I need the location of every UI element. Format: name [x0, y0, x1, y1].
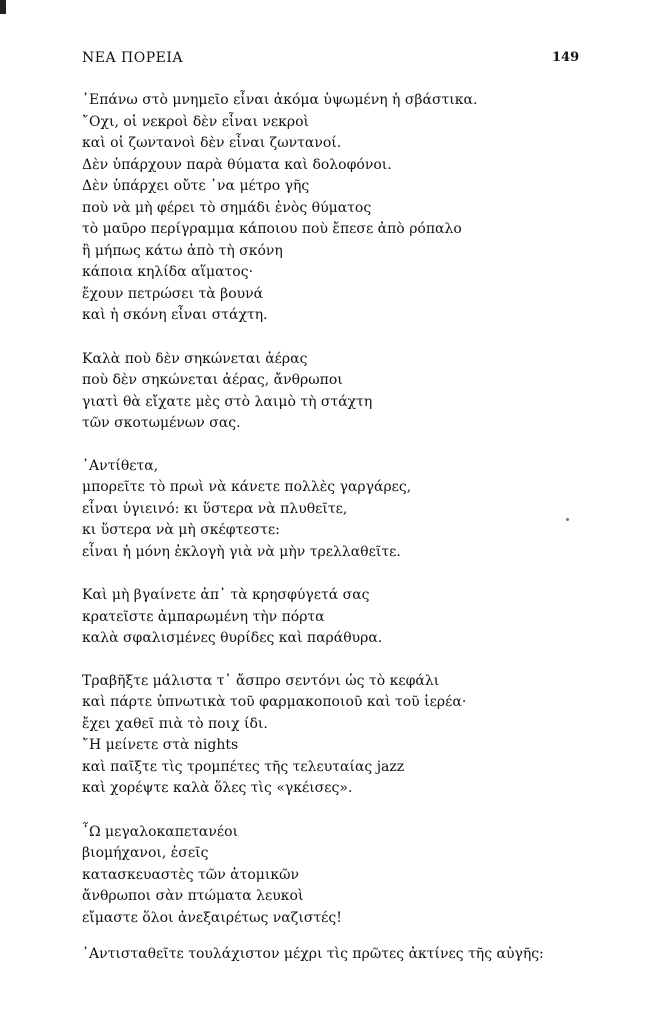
poem-line: κι ὕστερα νὰ μὴ σκέφτεστε: — [82, 522, 280, 538]
poem-line: Δὲν ὑπάρχουν παρὰ θύματα καὶ δολοφόνοι. — [82, 156, 392, 173]
poem-line: ᾿Αντισταθεῖτε τουλάχιστον μέχρι τὶς πρῶτες ἀκτίνες τῆς αὐγῆς: — [82, 946, 544, 962]
poem-line: ποὺ νὰ μὴ φέρει τὸ σημάδι ἑνὸς θύματος — [82, 199, 372, 216]
poem-line: τὸ μαῦρο περίγραμμα κάποιου ποὺ ἔπεσε ἀπὸ ρόπαλο — [82, 221, 462, 237]
poem-line: ᾿Αντίθετα, — [82, 457, 159, 474]
poem-line: Τραβῆξτε μάλιστα τ᾿ ἄσπρο σεντόνι ὡς τὸ κεφάλι — [82, 672, 440, 689]
poem-line: Καὶ μὴ βγαίνετε ἀπ᾿ τὰ κρησφύγετά σας — [82, 587, 370, 603]
poem-line: κάποια κηλίδα αἵματος· — [82, 264, 254, 280]
poem-line: ἄνθρωποι σὰν πτώματα λευκοὶ — [82, 888, 304, 904]
stanza-4 — [82, 585, 602, 650]
poem-line: τῶν σκοτωμένων σας. — [82, 415, 241, 431]
poem-line: Δὲν ὑπάρχει οὔτε ᾿να μέτρο γῆς — [82, 178, 310, 194]
poem-line: ῎Η μείνετε στὰ nights — [82, 737, 239, 753]
poem-line: ῎Οχι, οἱ νεκροὶ δὲν εἶναι νεκροὶ — [82, 113, 310, 130]
poem-line: ἔχει χαθεῖ πιὰ τὸ ποιχ ίδι. — [82, 715, 268, 732]
poem-body — [82, 90, 602, 988]
poem-line: εἶναι ὑγιεινό: κι ὕστερα νὰ πλυθεῖτε, — [82, 500, 348, 517]
poem-line: καὶ οἱ ζωντανοὶ δὲν εἶναι ζωντανοί. — [82, 135, 342, 151]
poem-line: Καλὰ ποὺ δὲν σηκώνεται ἀέρας — [82, 350, 308, 367]
page-number: 149 — [552, 50, 580, 65]
poem-line: εἶναι ἡ μόνη ἐκλογὴ γιὰ νὰ μὴν τρελλαθεῖτε. — [82, 543, 401, 560]
scan-speck — [566, 518, 569, 521]
poem-line: ποὺ δὲν σηκώνεται ἀέρας, ἄνθρωποι — [82, 372, 343, 388]
poem-line: γιατὶ θὰ εἴχατε μὲς στὸ λαιμὸ τὴ στάχτη — [82, 393, 373, 410]
poem-line: καὶ παῖξτε τὶς τρομπέτες τῆς τελευταίας jazz — [82, 758, 405, 775]
poem-line: ἔχουν πετρώσει τὰ βουνά — [82, 285, 264, 302]
poem-line: κατασκευαστὲς τῶν ἀτομικῶν — [82, 866, 300, 883]
poem-line: καὶ πάρτε ὑπνωτικὰ τοῦ φαρμακοποιοῦ καὶ τοῦ ἱερέα· — [82, 694, 467, 710]
poem-line: καὶ ἡ σκόνη εἶναι στάχτη. — [82, 307, 268, 323]
poem-line: καλὰ σφαλισμένες θυρίδες καὶ παράθυρα. — [82, 630, 383, 646]
poem-line: μπορεῖτε τὸ πρωὶ νὰ κάνετε πολλὲς γαργάρες, — [82, 479, 412, 495]
poem-line: ῏Ω μεγαλοκαπετανέοι — [82, 823, 239, 840]
poem-line: κρατεῖστε ἀμπαρωμένη τὴν πόρτα — [82, 608, 325, 625]
stanza-6 — [82, 822, 602, 930]
poem-line: βιομήχανοι, ἐσεῖς — [82, 845, 209, 861]
poem-line: ᾿Επάνω στὸ μνημεῖο εἶναι ἀκόμα ὑψωμένη ἡ σβάστικα. — [82, 92, 478, 108]
running-head: ΝΕΑ ΠΟΡΕΙΑ — [82, 50, 183, 66]
stanza-2 — [82, 349, 602, 435]
stanza-7 — [82, 944, 602, 966]
scan-corner-mark — [0, 0, 6, 14]
stanza-3 — [82, 456, 602, 564]
stanza-5 — [82, 671, 602, 800]
poem-line: ἢ μήπως κάτω ἀπὸ τὴ σκόνη — [82, 242, 283, 259]
stanza-1 — [82, 90, 602, 327]
poem-line: καὶ χορέψτε καλὰ ὅλες τὶς «γκέισες». — [82, 780, 353, 796]
poem-line: εἴμαστε ὅλοι ἀνεξαιρέτως ναζιστές! — [82, 909, 342, 926]
